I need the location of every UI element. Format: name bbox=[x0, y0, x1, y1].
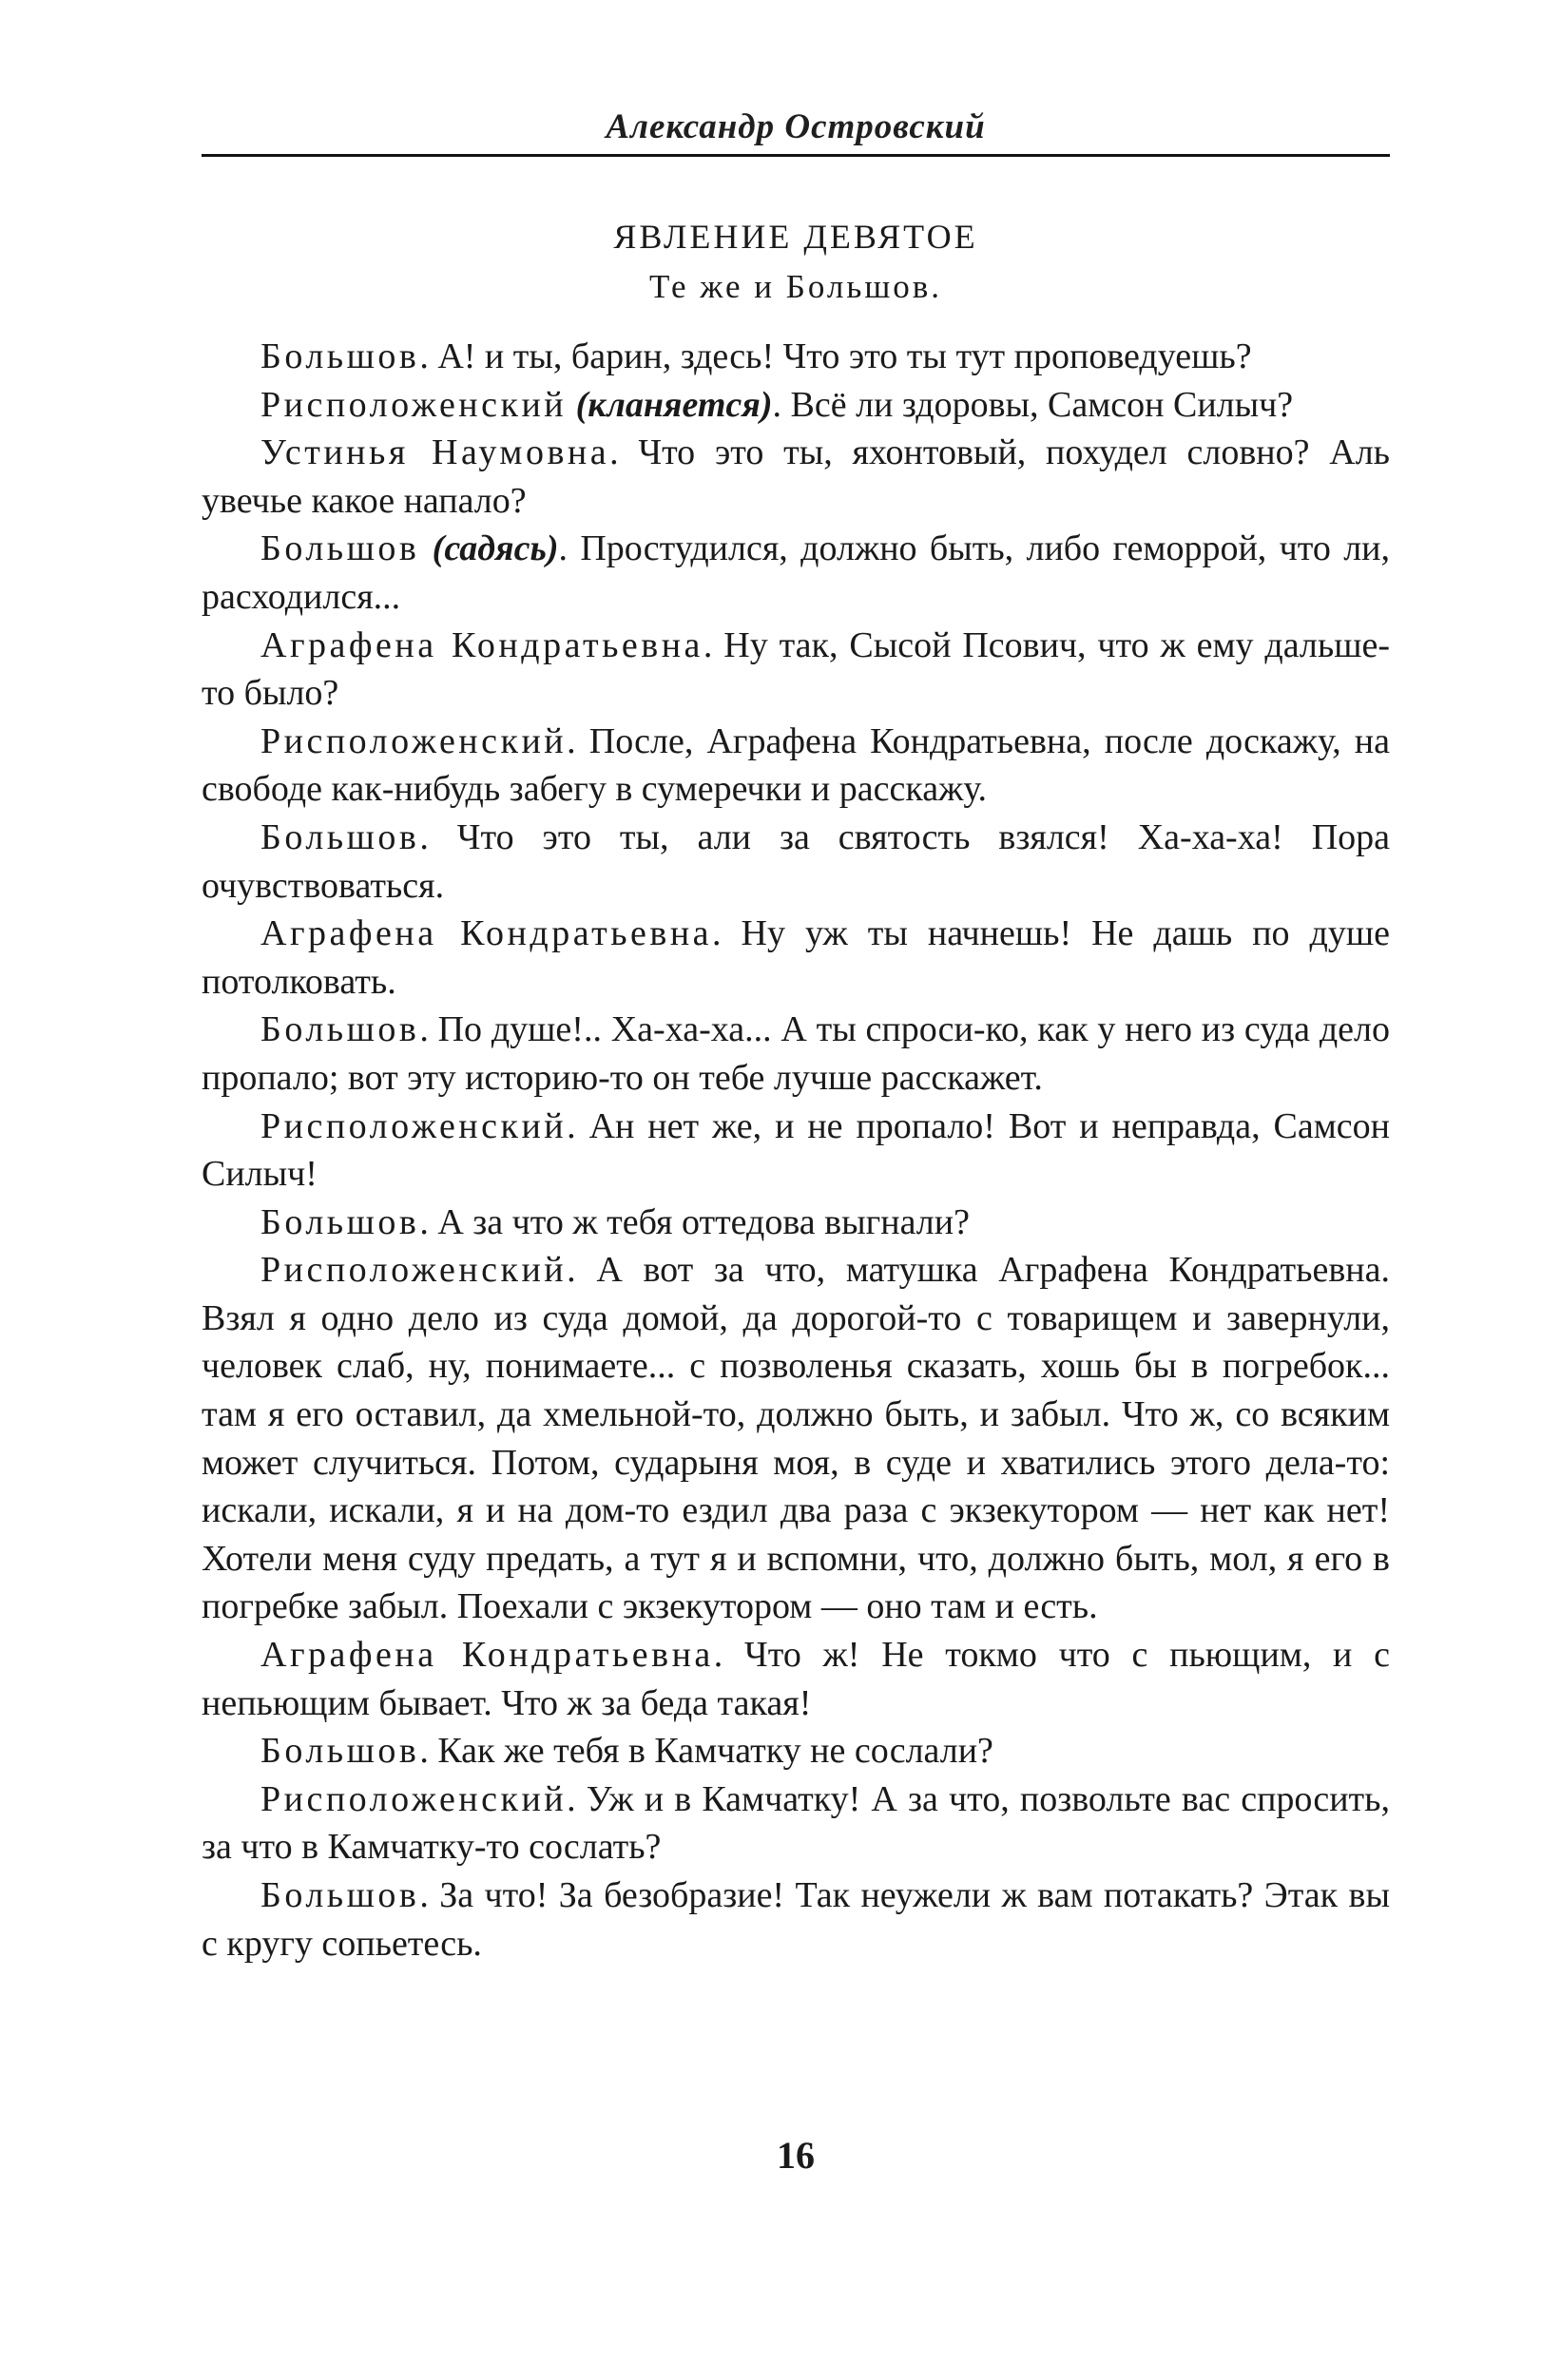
dialogue-line bbox=[202, 622, 1390, 718]
dialogue-line bbox=[202, 718, 1390, 814]
speaker-name: Большов bbox=[260, 336, 420, 376]
dialogue-line bbox=[202, 1727, 1390, 1775]
line-text: . За что! За безобразие! Так неужели ж вам потакать? Этак вы с кругу сопьетесь. bbox=[202, 1875, 1390, 1964]
dialogue-line bbox=[202, 1006, 1390, 1102]
dialogue-line bbox=[202, 333, 1390, 381]
dialogue-line bbox=[202, 525, 1390, 621]
line-text: . Простудился, должно быть, либо геморрой, что ли, расходился... bbox=[202, 528, 1390, 617]
speaker-name: Большов bbox=[260, 528, 420, 569]
line-text: . Ну так, Сысой Псович, что ж ему дальше-то было? bbox=[202, 624, 1390, 714]
dialogue-line bbox=[202, 429, 1390, 525]
speaker-name: Большов bbox=[260, 1201, 420, 1242]
scene-title: ЯВЛЕНИЕ ДЕВЯТОЕ bbox=[613, 218, 978, 256]
line-text: . По душе!.. Ха-ха-ха... А ты спроси-ко, как у него из суда дело пропало; вот эту историю-то он тебе лучше расскажет. bbox=[202, 1009, 1390, 1098]
scene-cast: Те же и Большов. bbox=[648, 268, 943, 305]
line-text: . Всё ли здоровы, Самсон Силыч? bbox=[772, 384, 1294, 425]
dialogue-line bbox=[202, 1871, 1390, 1967]
speaker-name: Большов bbox=[260, 1875, 420, 1915]
speaker-name: Рисположенский bbox=[260, 1250, 568, 1291]
dialogue-line bbox=[202, 1199, 1390, 1247]
line-text: . А за что ж тебя оттедова выгнали? bbox=[419, 1201, 970, 1242]
play-text bbox=[202, 333, 1390, 1967]
dialogue-line bbox=[202, 381, 1390, 430]
speaker-name: Аграфена Кондратьевна bbox=[260, 1635, 714, 1676]
speaker-name: Рисположенский bbox=[260, 720, 568, 761]
line-text: . Уж и в Камчатку! А за что, позвольте вас спросить, за что в Камчатку-то сослать? bbox=[202, 1778, 1390, 1868]
line-text: . Как же тебя в Камчатку не сослали? bbox=[419, 1731, 993, 1772]
page-number: 16 bbox=[777, 2134, 815, 2177]
stage-direction: (садясь) bbox=[432, 528, 559, 569]
header-rule bbox=[202, 154, 1390, 157]
speaker-name: Рисположенский bbox=[260, 384, 568, 425]
dialogue-line bbox=[202, 814, 1390, 910]
speaker-name: Большов bbox=[260, 1731, 420, 1772]
speaker-name: Аграфена Кондратьевна bbox=[260, 913, 713, 954]
dialogue-line bbox=[202, 910, 1390, 1006]
line-text: . Ну уж ты начнешь! Не дашь по душе потолковать. bbox=[202, 913, 1390, 1002]
line-text: . Что это ты, яхонтовый, похудел словно? Аль увечье какое напало? bbox=[202, 432, 1390, 521]
speaker-name: Рисположенский bbox=[260, 1105, 568, 1146]
dialogue-line bbox=[202, 1103, 1390, 1199]
speaker-name: Большов bbox=[260, 816, 420, 857]
speaker-name: Большов bbox=[260, 1009, 420, 1050]
speaker-name: Устинья Наумовна bbox=[260, 432, 610, 473]
stage-direction: (кланяется) bbox=[575, 384, 773, 425]
dialogue-line bbox=[202, 1631, 1390, 1727]
line-text: . Что ж! Не токмо что с пьющим, и с непьющим бывает. Что ж за беда такая! bbox=[202, 1635, 1390, 1723]
line-text: . Что это ты, али за святость взялся! Ха-ха-ха! Пора очувствоваться. bbox=[202, 816, 1390, 906]
line-text: . А! и ты, барин, здесь! Что это ты тут проповедуешь? bbox=[419, 336, 1252, 376]
running-head: Александр Островский bbox=[606, 107, 986, 146]
speaker-name: Аграфена Кондратьевна bbox=[260, 624, 703, 665]
dialogue-line bbox=[202, 1246, 1390, 1631]
line-text: . Ан нет же, и не пропало! Вот и неправда, Самсон Силыч! bbox=[202, 1105, 1390, 1195]
dialogue-line bbox=[202, 1775, 1390, 1871]
speaker-name: Рисположенский bbox=[260, 1778, 568, 1819]
line-text: . После, Аграфена Кондратьевна, после доскажу, на свободе как-нибудь забегу в сумеречки и расскажу. bbox=[202, 720, 1390, 810]
line-text: . А вот за что, матушка Аграфена Кондратьевна. Взял я одно дело из суда домой, да дорогой-то с товарищем и завернули, человек слаб, ну, понимаете... с позволенья сказать, хошь бы в погребок... там я его оставил, да хмельной-то, должно быть, и забыл. Что ж, со всяким может случиться. Потом, сударыня моя, в суде и хватились этого дела-то: искали, искали, я и на дом-то ездил два раза с экзекутором — нет как нет! Хотели меня суду предать, а тут я и вспомни, что, должно быть, мол, я его в погребке забыл. Поехали с экзекутором — оно там и есть. bbox=[202, 1250, 1390, 1627]
